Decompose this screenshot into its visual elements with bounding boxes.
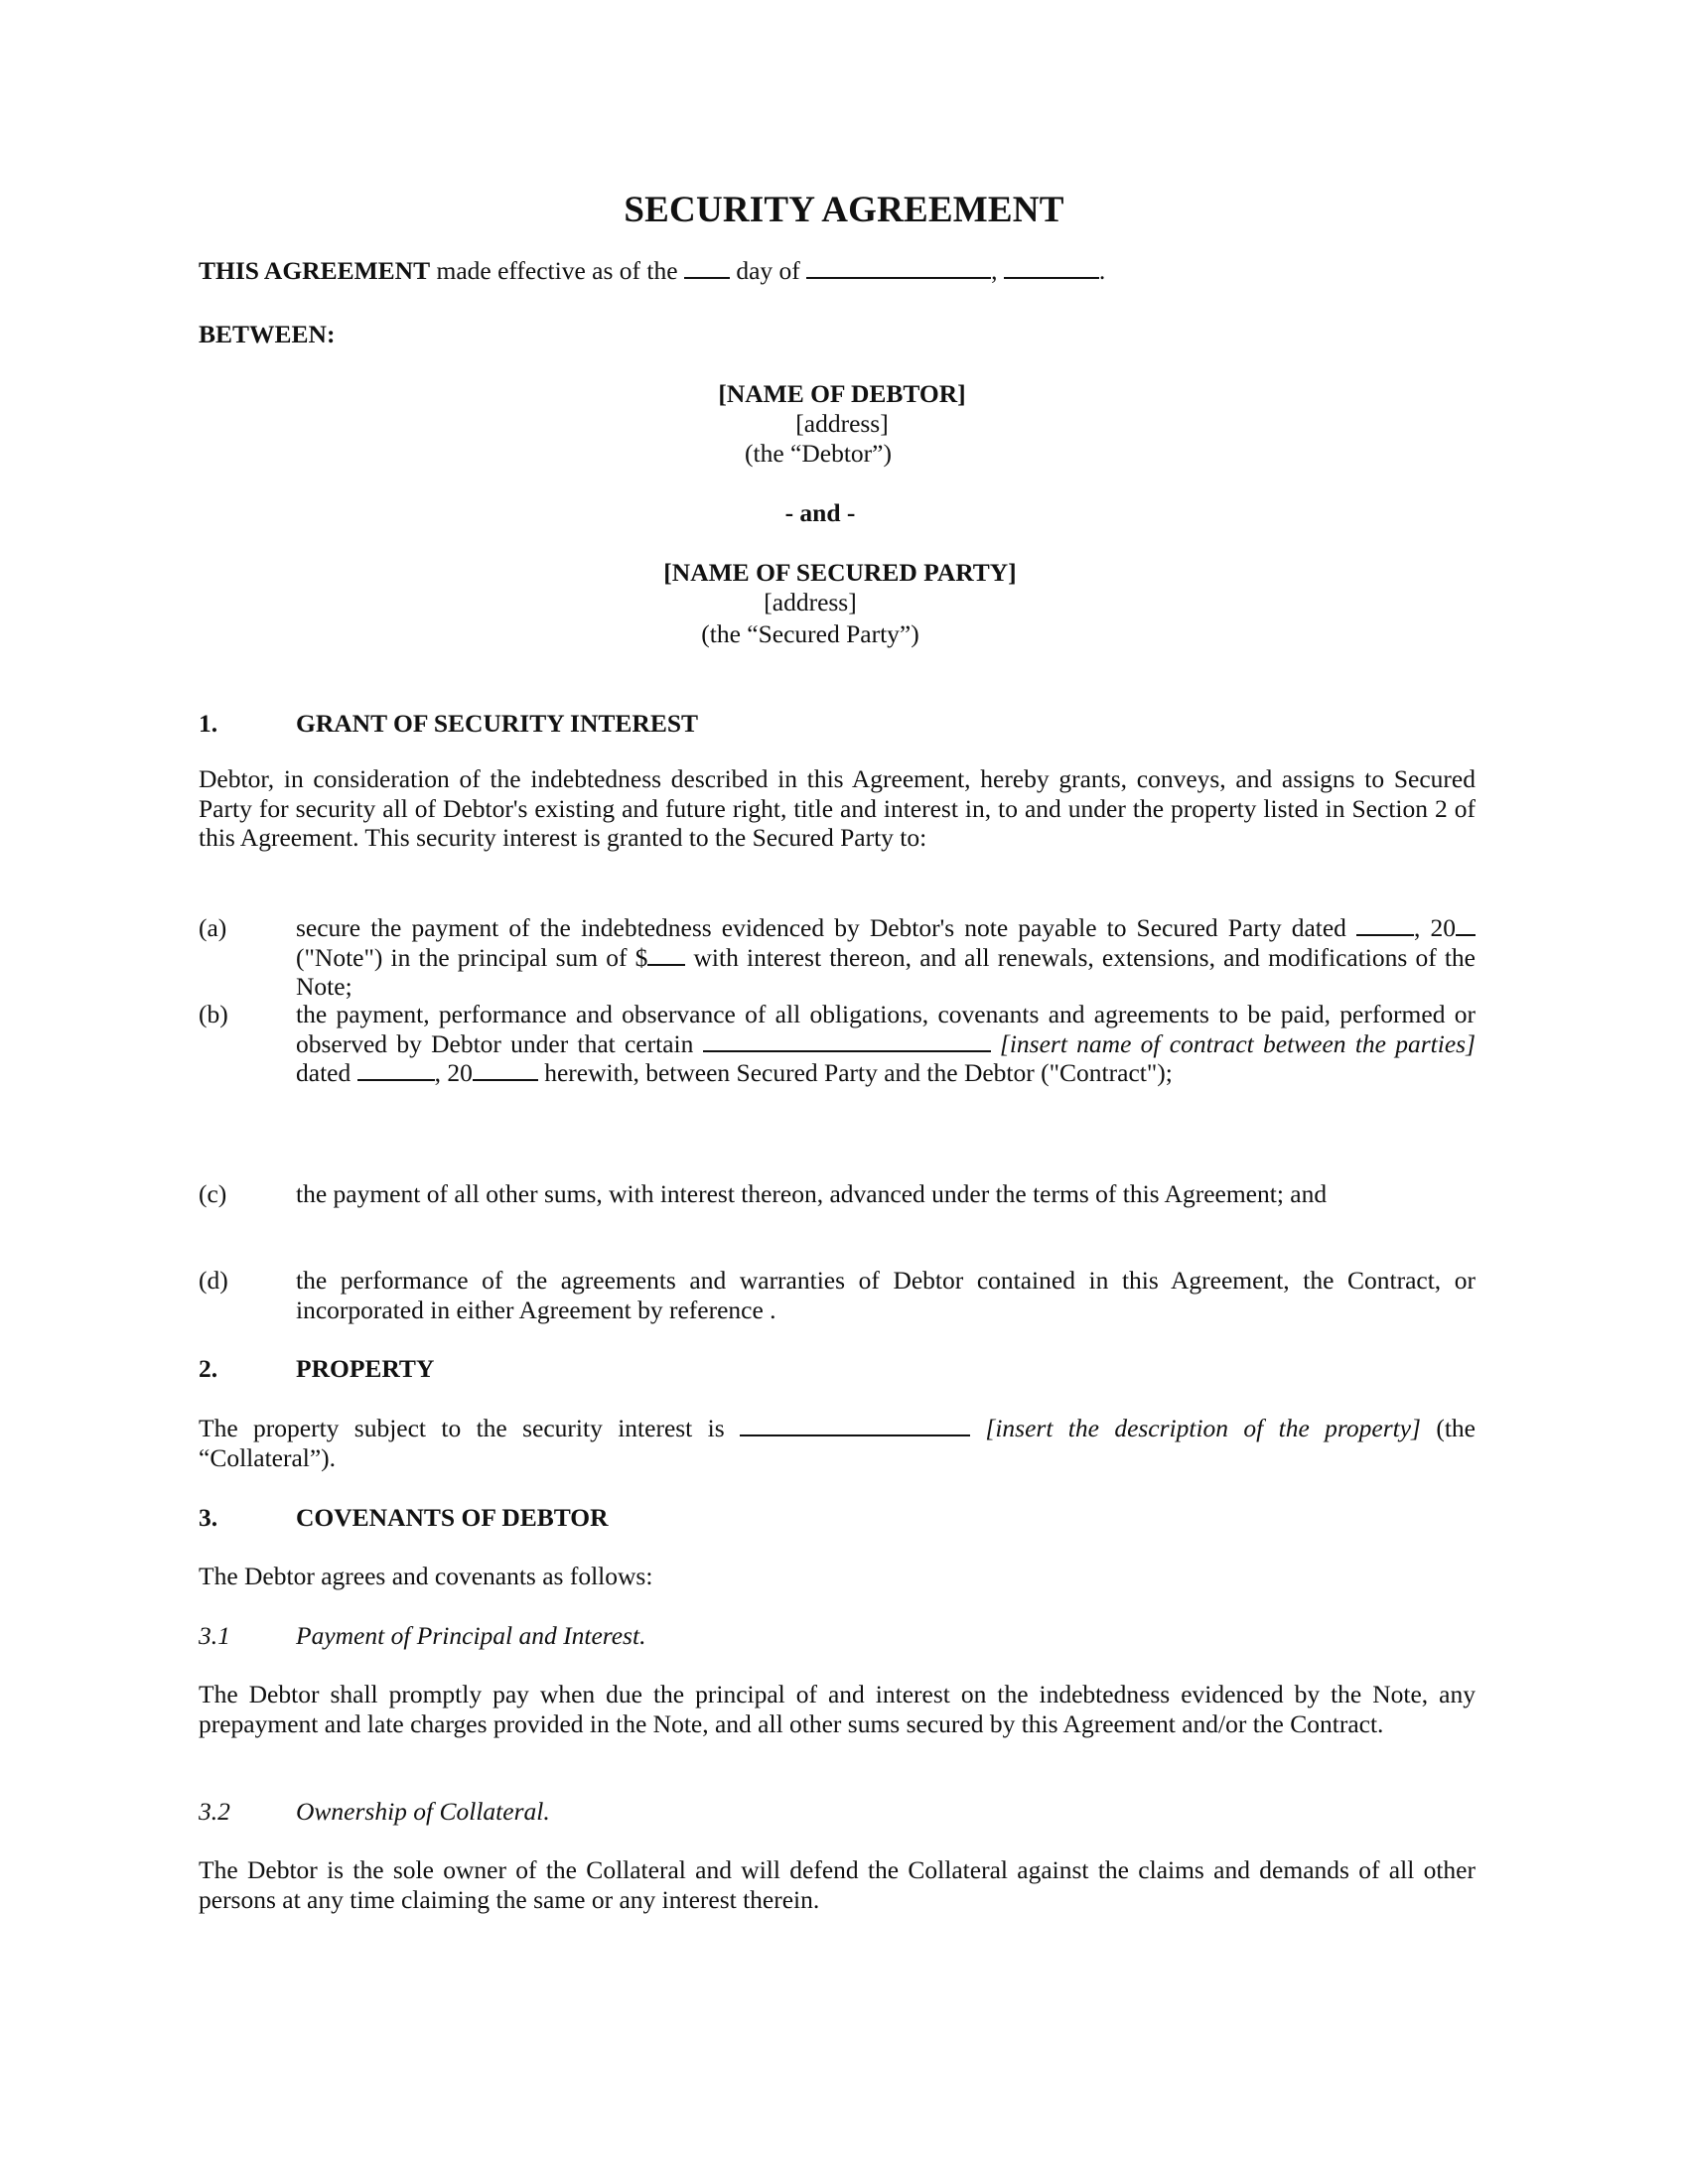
paragraph-text: The property subject to the security interest is: [199, 1414, 741, 1442]
section-title: COVENANTS OF DEBTOR: [296, 1503, 609, 1532]
intro-text: .: [1098, 256, 1106, 285]
item-text: the payment of all other sums, with interest thereon, advanced under the terms of this Agreement; and: [296, 1179, 1328, 1208]
property-description-blank[interactable]: [740, 1415, 970, 1436]
debtor-address: [address]: [795, 409, 889, 438]
item-text-part: dated: [296, 1058, 357, 1088]
section-2-paragraph: [199, 1414, 1476, 1472]
contract-name-blank[interactable]: [703, 1030, 991, 1052]
item-text-italic: [insert name of contract between the parties]: [990, 1028, 1476, 1058]
section-title: GRANT OF SECURITY INTEREST: [296, 709, 699, 738]
item-label: (a): [199, 913, 227, 942]
section-title: PROPERTY: [296, 1354, 435, 1383]
debtor-defined: (the “Debtor”): [745, 439, 892, 468]
item-text-part: herewith, between Secured Party and the Debtor ("Contract");: [537, 1058, 1173, 1088]
intro-text: day of: [729, 256, 807, 285]
item-text: [296, 913, 1476, 1002]
paragraph-italic: [insert the description of the property]: [970, 1414, 1421, 1442]
intro-text: ,: [991, 256, 1004, 285]
document-title: SECURITY AGREEMENT: [624, 190, 1064, 230]
secured-party-address: [address]: [764, 588, 857, 616]
paragraph-text: (the “Collateral”).: [199, 1414, 1476, 1472]
subsection-3-1-paragraph: The Debtor shall promptly pay when due the principal of and interest on the indebtedness evidenced by the Note, any prepayment and late charges provided in the Note, and all other sums secured by this Agreement and/or the Contract.: [199, 1680, 1476, 1738]
list-item-b: [199, 1000, 1476, 1119]
section-number: 2.: [199, 1354, 218, 1383]
list-item-d: [199, 1266, 1476, 1325]
item-text-part: ("Note") in the principal sum of $: [296, 942, 648, 972]
item-text-part: , 20: [434, 1058, 473, 1088]
section-1-paragraph: Debtor, in consideration of the indebtedness described in this Agreement, hereby grants, conveys, and assigns to Secured Party for security all of Debtor's existing and future right, title and interest in, to and under the property listed in Section 2 of this Agreement. This security interest is granted to the Secured Party to:: [199, 764, 1476, 853]
principal-sum-blank[interactable]: [647, 944, 685, 966]
note-date-blank[interactable]: [1356, 914, 1414, 936]
between-label: BETWEEN:: [199, 320, 336, 348]
item-label: (c): [199, 1179, 227, 1208]
secured-party-name: [NAME OF SECURED PARTY]: [663, 558, 1017, 587]
subsection-3-2-paragraph: The Debtor is the sole owner of the Collateral and will defend the Collateral against the claims and demands of all other persons at any time claiming the same or any interest therein.: [199, 1855, 1476, 1914]
and-label: - and -: [784, 498, 856, 527]
intro-text: made effective as of the: [430, 256, 684, 285]
intro-line: [199, 256, 1105, 286]
section-number: 1.: [199, 709, 218, 738]
intro-lead: THIS AGREEMENT: [199, 256, 431, 285]
debtor-name: [NAME OF DEBTOR]: [718, 379, 966, 408]
subsection-title: Payment of Principal and Interest.: [296, 1621, 646, 1650]
item-text: the performance of the agreements and warranties of Debtor contained in this Agreement, the Contract, or incorporated in either Agreement by reference .: [296, 1266, 1476, 1324]
item-text: [296, 1000, 1476, 1088]
item-label: (d): [199, 1266, 228, 1295]
item-label: (b): [199, 1000, 228, 1028]
item-text-part: secure the payment of the indebtedness evidenced by Debtor's note payable to Secured Party dated: [296, 913, 1357, 942]
list-item-a: [199, 913, 1476, 1003]
subsection-number: 3.1: [199, 1621, 230, 1650]
day-blank[interactable]: [684, 257, 730, 279]
list-item-c: [199, 1179, 1476, 1239]
year-blank[interactable]: [1004, 257, 1099, 279]
item-text-part: the payment, performance and observance of all obligations, covenants and agreements to be paid, performed or observed by Debtor under that certain: [296, 1000, 1476, 1058]
month-blank[interactable]: [806, 257, 991, 279]
section-3-paragraph: The Debtor agrees and covenants as follows:: [199, 1562, 653, 1590]
contract-year-blank[interactable]: [473, 1059, 538, 1081]
secured-party-defined: (the “Secured Party”): [701, 619, 919, 648]
section-number: 3.: [199, 1503, 218, 1532]
subsection-title: Ownership of Collateral.: [296, 1797, 550, 1826]
subsection-number: 3.2: [199, 1797, 230, 1826]
item-text-part: with interest thereon, and all renewals, extensions, and modifications of the Note;: [296, 942, 1476, 1002]
note-year-blank[interactable]: [1456, 914, 1476, 936]
item-text-part: , 20: [1414, 913, 1457, 942]
contract-date-blank[interactable]: [357, 1059, 435, 1081]
